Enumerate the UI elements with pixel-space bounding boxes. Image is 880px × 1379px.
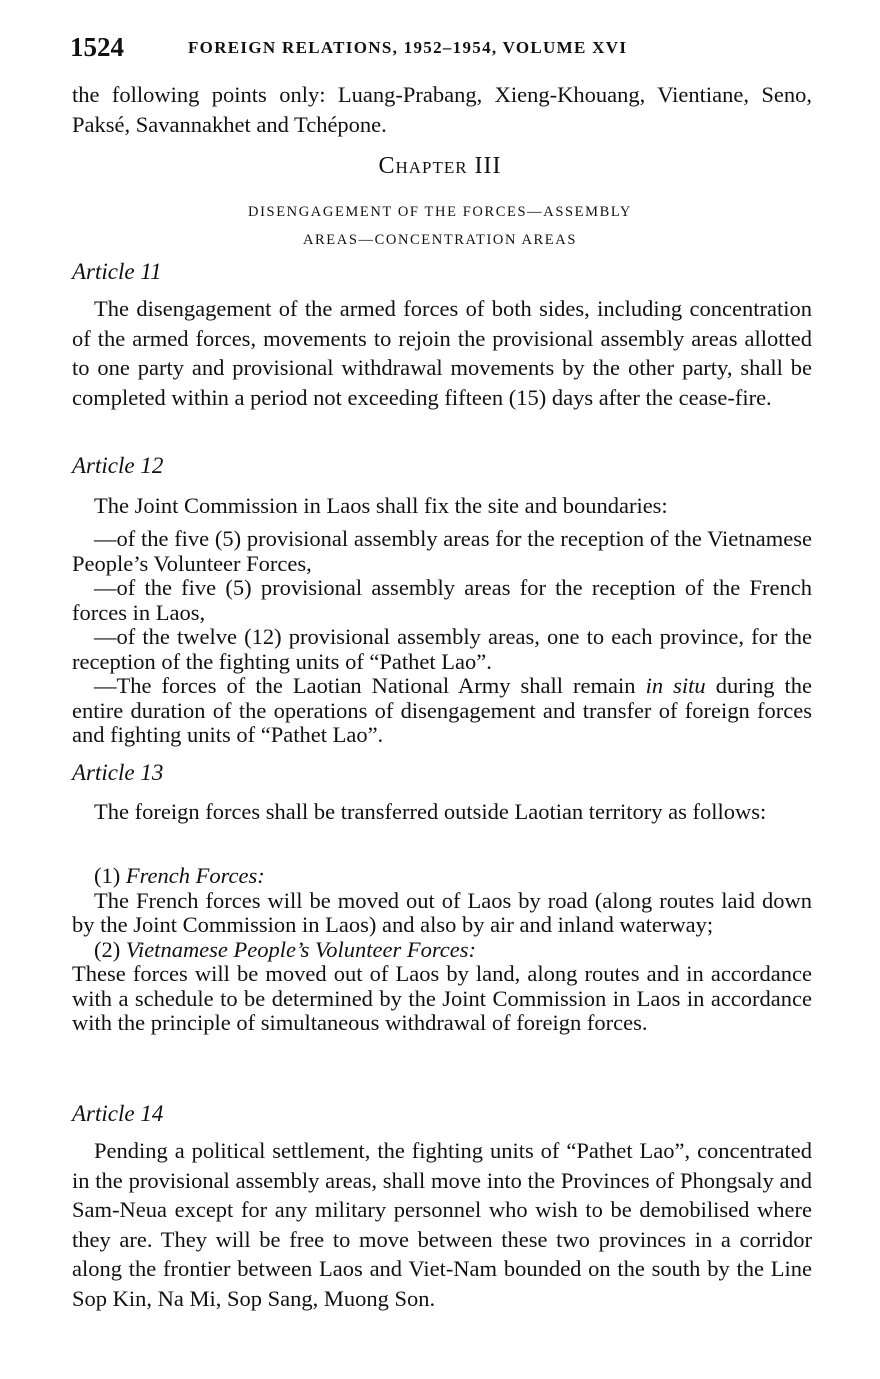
article-12-item-4-end: during the entire duration of the operations of disengagement and transfer of foreign forces and fighting units of “Pathet Lao”. (72, 673, 812, 747)
page-number: 1524 (70, 32, 124, 62)
article-12-intro: The Joint Commission in Laos shall fix the site and boundaries: (94, 493, 668, 518)
article-12-item-4 (72, 674, 812, 748)
article-13-subsection-1-text: The French forces will be moved out of Laos by road (along routes laid down by the Joint Commission in Laos) and also by air and inland waterway; (72, 887, 812, 937)
article-11-heading: Article 11 (72, 259, 162, 284)
article-12-item-4-italic: in situ (645, 673, 706, 698)
article-13-intro: The foreign forces shall be transferred outside Laotian territory as follows: (94, 799, 767, 824)
chapter-title: Chapter III (378, 153, 502, 179)
chapter-subtitle-line-2: AREAS—CONCENTRATION AREAS (302, 232, 578, 248)
page-header (70, 30, 810, 64)
article-13-subsection-2-heading (72, 938, 812, 963)
running-head: FOREIGN RELATIONS, 1952–1954, VOLUME XVI (188, 38, 628, 57)
article-11-text: The disengagement of the armed forces of both sides, including concentration of the armed forces, movements to rejoin the provisional assembly areas allotted to one party and provisional withdrawal movements by the other party, shall be completed within a period not exceeding fifteen (15) days after the cease-fire. (72, 296, 812, 410)
intro-paragraph: the following points only: Luang-Prabang, Xieng-Khouang, Vientiane, Seno, Paksé, Savannakhet and Tchépone. (72, 82, 812, 137)
article-14-heading: Article 14 (72, 1101, 164, 1126)
subsection-2-title: Vietnamese People’s Volunteer Forces: (125, 936, 476, 962)
article-13-subsection-2-text: These forces will be moved out of Laos by land, along routes and in accordance with a schedule to be determined by the Joint Commission in Laos in accordance with the principle of simultaneous withdrawal of foreign forces. (72, 961, 812, 1035)
article-14-text: Pending a political settlement, the fighting units of “Pathet Lao”, concentrated in the provisional assembly areas, shall move into the Provinces of Phongsaly and Sam-Neua except for any military personnel who wish to be demobilised where they are. They will be free to move between these two provinces in a corridor along the frontier between Laos and Viet-Nam bounded on the south by the Line Sop Kin, Na Mi, Sop Sang, Muong Son. (72, 1138, 812, 1311)
article-13-heading: Article 13 (72, 760, 164, 785)
article-13-subsection-1-heading (72, 864, 812, 889)
article-12-heading: Article 12 (72, 453, 164, 478)
article-12-list (72, 527, 812, 748)
subsection-1-number: (1) (94, 863, 126, 888)
article-12-item-1: —of the five (5) provisional assembly areas for the reception of the Vietnamese People’s Volunteer Forces, (72, 526, 812, 576)
chapter-subtitle-line-1: DISENGAGEMENT OF THE FORCES—ASSEMBLY (248, 204, 632, 220)
article-12-item-4-start: —The forces of the Laotian National Army shall remain (94, 673, 646, 698)
subsection-2-number: (2) (94, 936, 126, 962)
article-12-item-3: —of the twelve (12) provisional assembly areas, one to each province, for the reception of the fighting units of “Pathet Lao”. (72, 624, 812, 674)
article-13-subsections (72, 864, 812, 1036)
article-12-item-2: —of the five (5) provisional assembly areas for the reception of the French forces in Laos, (72, 575, 812, 625)
subsection-1-title: French Forces: (125, 863, 265, 888)
